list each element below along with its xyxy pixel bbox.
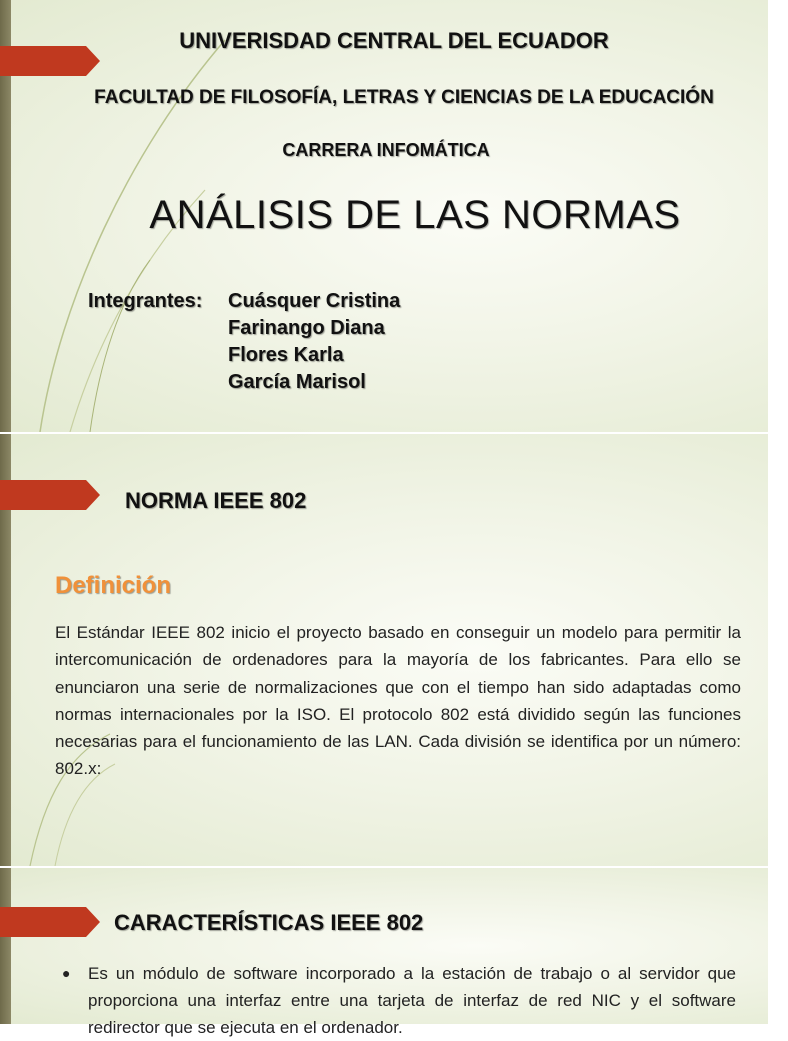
definition-heading: Definición <box>55 572 172 599</box>
members-label: Integrantes: <box>88 290 203 312</box>
bullet-item <box>62 960 736 1041</box>
left-decor-bar <box>0 868 11 1024</box>
members-list <box>88 288 400 396</box>
member-name: García Marisol <box>228 371 366 393</box>
member-name: Cuásquer Cristina <box>228 290 401 312</box>
presentation-title: ANÁLISIS DE LAS NORMAS <box>149 193 681 237</box>
bullet-icon: ● <box>62 965 71 981</box>
slide-title <box>0 0 768 432</box>
bullet-text: Es un módulo de software incorporado a la estación de trabajo o al servidor que proporciona una interfaz entre una tarjeta de interfaz de red NIC y el software redirector que se ejecuta en el ordenador. <box>88 964 736 1037</box>
faculty-title: FACULTAD DE FILOSOFÍA, LETRAS Y CIENCIAS DE LA EDUCACIÓN <box>94 87 714 108</box>
slide-characteristics <box>0 868 768 1037</box>
definition-paragraph: El Estándar IEEE 802 inicio el proyecto basado en conseguir un modelo para permitir la intercomunicación de ordenadores para la mayoría de los fabricantes. Para ello se enunciaron una serie de normalizaciones que con el tiempo han sido adaptadas como normas internacionales por la ISO. El protocolo 802 está dividido según las funciones necesarias para el funcionamiento de las LAN. Cada división se identifica por un número: 802.x: <box>55 623 741 779</box>
member-name: Flores Karla <box>228 344 344 366</box>
university-title: UNIVERISDAD CENTRAL DEL ECUADOR <box>179 28 609 53</box>
member-name: Farinango Diana <box>228 317 385 339</box>
slide-definition <box>0 434 768 866</box>
section-heading: CARACTERÍSTICAS IEEE 802 <box>114 910 424 935</box>
red-arrow-marker <box>0 480 100 510</box>
red-arrow-marker <box>0 907 100 937</box>
section-heading: NORMA IEEE 802 <box>125 488 307 513</box>
career-title: CARRERA INFOMÁTICA <box>282 140 490 160</box>
